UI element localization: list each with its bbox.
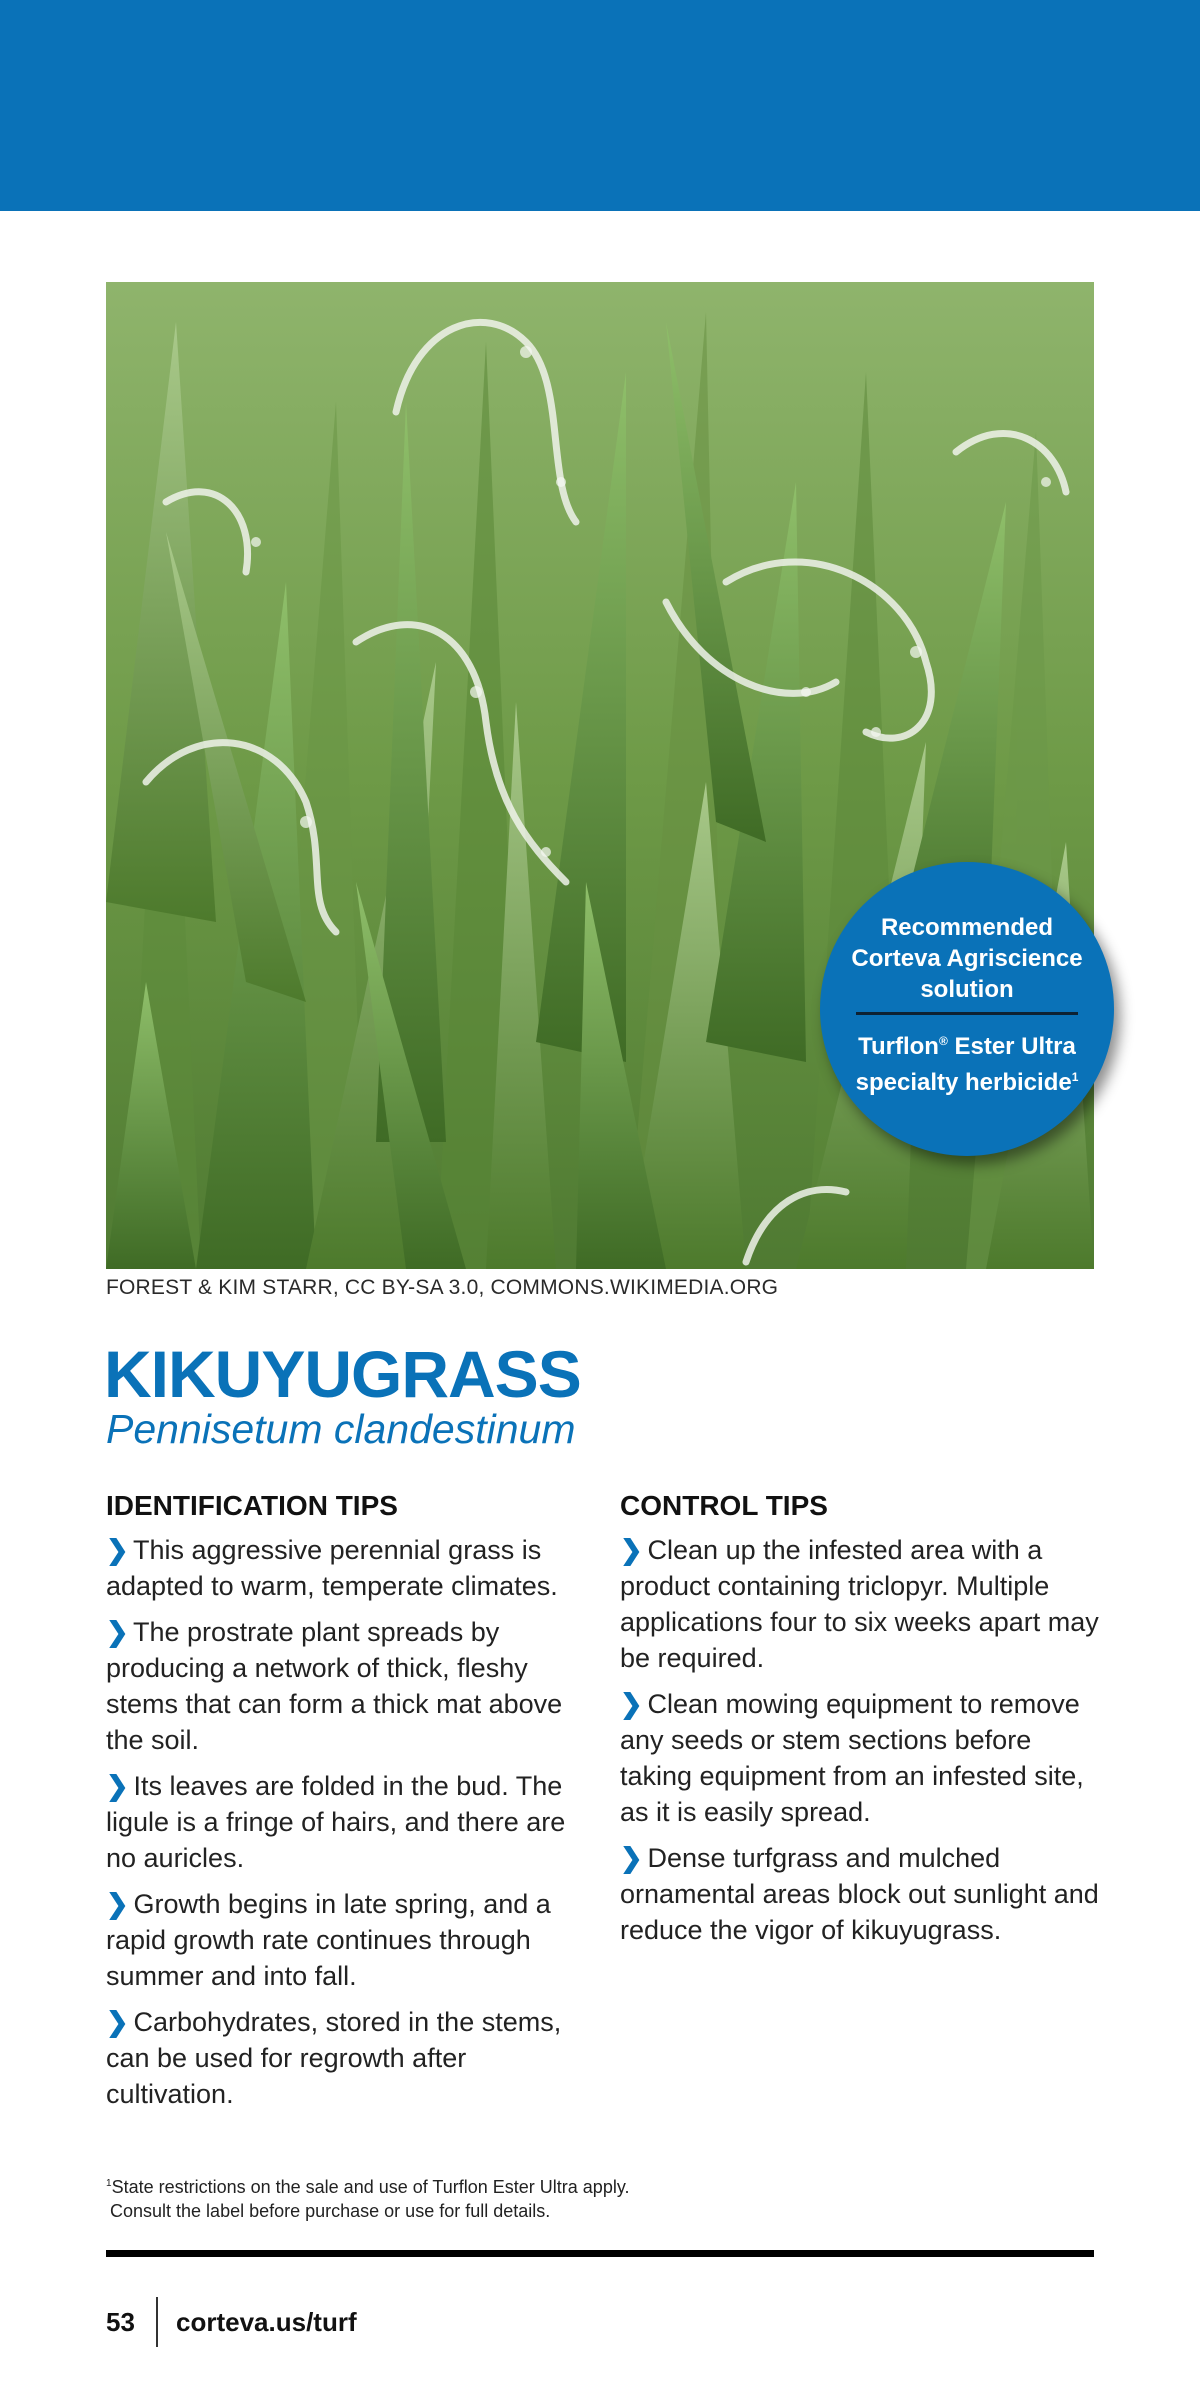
product-name: Turflon [858,1033,939,1060]
chevron-right-icon: ❯ [106,1889,129,1919]
weed-common-name: KIKUYUGRASS [104,1337,581,1411]
badge-product [838,1026,1096,1098]
website-link[interactable]: corteva.us/turf [176,2306,357,2337]
tip-text: Dense turfgrass and mulched ornamental areas block out sunlight and reduce the vigor of kikuyugrass. [620,1843,1099,1945]
footer-divider [156,2297,158,2347]
control-tip [620,1686,1100,1830]
badge-heading: Recommended Corteva Agriscience solution [851,914,1083,1003]
chevron-right-icon: ❯ [620,1689,643,1719]
header-band [0,0,1200,211]
tip-text: Clean mowing equipment to remove any seeds or stem sections before taking equipment from an infested site, as it is easily spread. [620,1689,1084,1827]
chevron-right-icon: ❯ [106,1617,129,1647]
tip-text: Carbohydrates, stored in the stems, can be used for regrowth after cultivation. [106,2007,562,2109]
footer-rule [106,2250,1094,2257]
control-heading: CONTROL TIPS [620,1490,828,1521]
tip-text: Clean up the infested area with a product containing triclopyr. Multiple applications four to six weeks apart may be required. [620,1535,1099,1673]
chevron-right-icon: ❯ [620,1843,643,1873]
page-footer [106,2300,357,2344]
chevron-right-icon: ❯ [106,2007,129,2037]
identification-heading: IDENTIFICATION TIPS [106,1490,398,1521]
footnote-line-2: Consult the label before purchase or use for full details. [110,2201,551,2221]
control-tips-column [620,1488,1100,1958]
identification-tip [106,1768,586,1876]
footnote-line-1: State restrictions on the sale and use of Turflon Ester Ultra apply. [111,2177,630,2197]
tip-text: Growth begins in late spring, and a rapid growth rate continues through summer and into fall. [106,1889,551,1991]
chevron-right-icon: ❯ [106,1535,129,1565]
registered-mark: ® [938,1034,948,1048]
recommended-solution-badge [820,862,1114,1156]
footnote-marker: 1 [106,2178,112,2189]
tip-text: The prostrate plant spreads by producing a network of thick, fleshy stems that can form a thick mat above the soil. [106,1617,563,1755]
tip-text: This aggressive perennial grass is adapted to warm, temperate climates. [106,1535,558,1601]
control-tip [620,1840,1100,1948]
identification-tips-column [106,1488,586,2122]
chevron-right-icon: ❯ [620,1535,643,1565]
page-number: 53 [106,2306,135,2337]
identification-tip [106,1614,586,1758]
badge-divider [856,1012,1078,1015]
weed-scientific-name: Pennisetum clandestinum [106,1406,576,1452]
identification-tip [106,2004,586,2112]
identification-tip [106,1532,586,1604]
identification-tip [106,1886,586,1994]
photo-credit: FOREST & KIM STARR, CC BY-SA 3.0, COMMONS.WIKIMEDIA.ORG [106,1276,779,1299]
tip-text: Its leaves are folded in the bud. The ligule is a fringe of hairs, and there are no auricles. [106,1771,566,1873]
control-tip [620,1532,1100,1676]
product-footnote-marker: 1 [1071,1070,1079,1084]
product-description: Ester Ultra specialty herbicide [855,1033,1076,1096]
chevron-right-icon: ❯ [106,1771,129,1801]
footnote [106,2172,866,2223]
